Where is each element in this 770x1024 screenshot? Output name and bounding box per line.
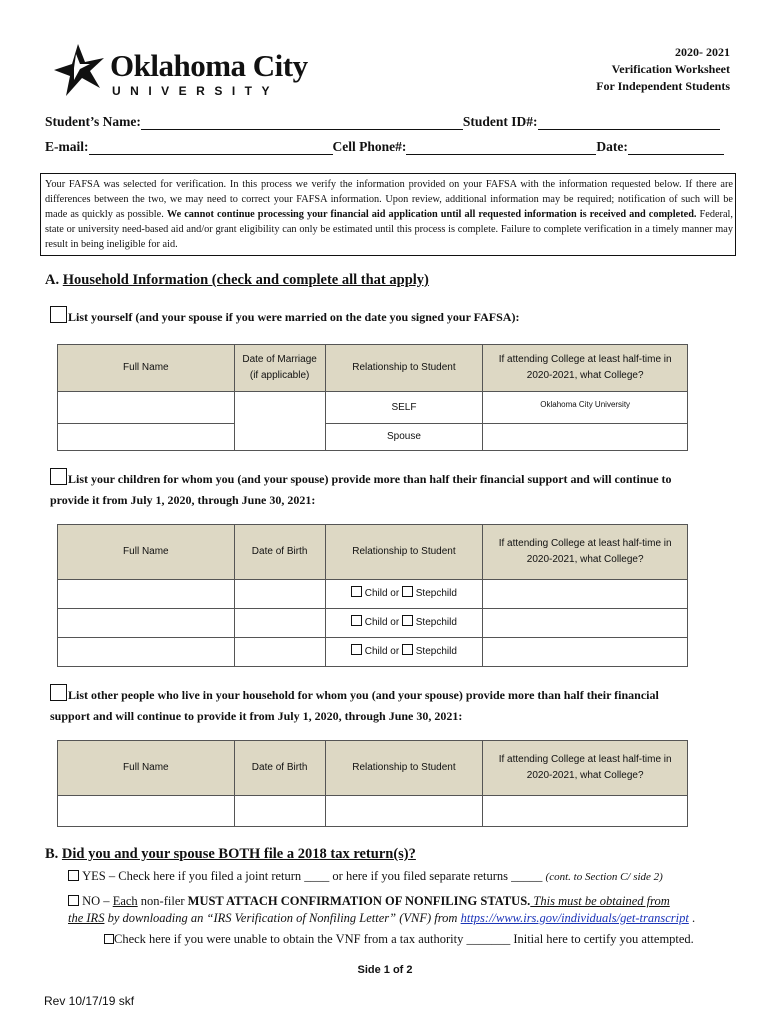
- col-date-of-birth: Date of Birth: [234, 741, 325, 796]
- table-header-row: [58, 525, 688, 580]
- name-cell[interactable]: [58, 638, 235, 667]
- college-cell[interactable]: [483, 424, 688, 451]
- question-list-yourself: [50, 306, 519, 328]
- revision-note: Rev 10/17/19 skf: [44, 994, 135, 1008]
- star-logo-icon: [50, 40, 110, 102]
- checkbox-child[interactable]: [351, 644, 362, 655]
- logo-name: Oklahoma City: [110, 48, 308, 83]
- table-header-row: [58, 741, 688, 796]
- table-header-row: [58, 345, 688, 392]
- dob-cell[interactable]: [234, 638, 325, 667]
- section-b-letter: B.: [45, 846, 62, 862]
- table-row: [58, 424, 688, 451]
- col-full-name: Full Name: [58, 345, 235, 392]
- header-title: Verification Worksheet: [611, 62, 730, 76]
- name-cell[interactable]: [58, 609, 235, 638]
- option-unable: [104, 932, 694, 947]
- yes-text: YES – Check here if you filed a joint return ____ or here if you filed separate returns _____: [82, 869, 546, 883]
- name-cell[interactable]: [58, 796, 235, 827]
- relationship-cell: Child or Stepchild: [325, 609, 483, 638]
- college-self-cell: Oklahoma City University: [483, 392, 688, 424]
- student-info-row: [45, 114, 720, 130]
- table-row: [58, 580, 688, 609]
- q2-text-line1: List your children for whom you (and your spouse) provide more than half their financial support and will continue to: [68, 472, 672, 486]
- header-subtitle: For Independent Students: [596, 79, 730, 93]
- logo-subtitle: UNIVERSITY: [112, 84, 280, 98]
- checkbox-child[interactable]: [351, 615, 362, 626]
- option-yes: [68, 869, 663, 884]
- checkbox-list-yourself[interactable]: [50, 306, 67, 323]
- dob-cell[interactable]: [234, 796, 325, 827]
- no-each: Each: [112, 894, 138, 908]
- checkbox-child[interactable]: [351, 586, 362, 597]
- relationship-spouse-cell: Spouse: [325, 424, 483, 451]
- notice-text-1: Your FAFSA was selected for verification. In this process we verify the information provided on your FAFSA with the information requested below. If there are differences between the two, we may need to correct your FAFSA information. Upon review, additional information may be required; notification of such will be made as quickly as possible.: [45, 179, 733, 220]
- col-college: If attending College at least half-time in 2020-2021, what College?: [483, 741, 688, 796]
- dob-cell[interactable]: [234, 609, 325, 638]
- col-date-of-marriage: Date of Marriage (if applicable): [234, 345, 325, 392]
- col-college: If attending College at least half-time in 2020-2021, what College?: [483, 345, 688, 392]
- col-college: If attending College at least half-time in 2020-2021, what College?: [483, 525, 688, 580]
- checkbox-stepchild[interactable]: [402, 586, 413, 597]
- no-bold: MUST ATTACH CONFIRMATION OF NONFILING STATUS.: [187, 894, 531, 908]
- name-cell[interactable]: [58, 580, 235, 609]
- contact-info-row: [45, 139, 724, 155]
- table-row: [58, 638, 688, 667]
- table-yourself: [57, 344, 688, 451]
- yes-note: (cont. to Section C/ side 2): [545, 871, 663, 883]
- college-cell[interactable]: [483, 638, 688, 667]
- table-others: [57, 740, 688, 827]
- checkbox-list-others[interactable]: [50, 684, 67, 701]
- cell-phone-field[interactable]: [406, 140, 596, 155]
- col-relationship: Relationship to Student: [325, 741, 483, 796]
- table-children: [57, 524, 688, 667]
- col-relationship: Relationship to Student: [325, 345, 483, 392]
- col-full-name: Full Name: [58, 525, 235, 580]
- section-a-title: Household Information (check and complete all that apply): [62, 272, 429, 288]
- relationship-cell: Child or Stepchild: [325, 638, 483, 667]
- email-field[interactable]: [89, 140, 333, 155]
- option-no: NO – Each non-filer MUST ATTACH CONFIRMATION OF NONFILING STATUS. This must be obtained from the IRS by downloading an “IRS Verification of Nonfiling Letter” (VNF) from https://www.irs.gov/individuals/get-transcript .: [68, 894, 696, 925]
- checkbox-stepchild[interactable]: [402, 644, 413, 655]
- checkbox-list-children[interactable]: [50, 468, 67, 485]
- college-cell[interactable]: [483, 580, 688, 609]
- name-cell[interactable]: [58, 392, 235, 424]
- student-id-field[interactable]: [538, 115, 720, 130]
- col-date-of-birth: Date of Birth: [234, 525, 325, 580]
- worksheet-header: [596, 44, 730, 95]
- table-row: [58, 609, 688, 638]
- checkbox-unable[interactable]: [104, 934, 114, 944]
- section-b-title: Did you and your spouse BOTH file a 2018 tax return(s)?: [61, 846, 416, 862]
- date-field[interactable]: [628, 140, 724, 155]
- unable-text: Check here if you were unable to obtain the VNF from a tax authority _______ Initial here to certify you attempted.: [114, 932, 694, 946]
- notice-text-2: Federal, state or university need-based aid and/or grant eligibility can only be estimated until this process is complete. Failure to complete verification in a timely manner may result in being ineligible for aid.: [45, 209, 733, 250]
- col-relationship: Relationship to Student: [325, 525, 483, 580]
- email-label: E-mail:: [45, 139, 89, 154]
- relationship-cell[interactable]: [325, 796, 483, 827]
- q3-text-line1: List other people who live in your household for whom you (and your spouse) provide more than half their financial: [68, 688, 659, 702]
- name-cell[interactable]: [58, 424, 235, 451]
- section-b-heading: [45, 846, 416, 863]
- dob-cell[interactable]: [234, 580, 325, 609]
- student-name-label: Student’s Name:: [45, 114, 141, 129]
- col-full-name: Full Name: [58, 741, 235, 796]
- verification-notice: [40, 173, 736, 256]
- q1-text: List yourself (and your spouse if you were married on the date you signed your FAFSA):: [68, 310, 520, 324]
- notice-bold-text: We cannot continue processing your financial aid application until all requested information is received and completed.: [166, 209, 697, 220]
- checkbox-stepchild[interactable]: [402, 615, 413, 626]
- relationship-self-cell: SELF: [325, 392, 483, 424]
- q2-text-line2: provide it from July 1, 2020, through June 30, 2021:: [50, 493, 316, 507]
- cell-phone-label: Cell Phone#:: [332, 139, 407, 154]
- college-cell[interactable]: [483, 796, 688, 827]
- question-list-children: [50, 468, 740, 511]
- student-name-field[interactable]: [141, 115, 463, 130]
- relationship-cell: Child or Stepchild: [325, 580, 483, 609]
- table-row: [58, 796, 688, 827]
- college-cell[interactable]: [483, 609, 688, 638]
- checkbox-no[interactable]: [68, 895, 79, 906]
- table-row: [58, 392, 688, 424]
- q3-text-line2: support and will continue to provide it from July 1, 2020, through June 30, 2021:: [50, 709, 463, 723]
- irs-transcript-link[interactable]: https://www.irs.gov/individuals/get-transcript: [460, 911, 689, 925]
- header-year: 2020- 2021: [675, 45, 730, 59]
- page-indicator: Side 1 of 2: [357, 964, 413, 976]
- checkbox-yes[interactable]: [68, 870, 79, 881]
- date-label: Date:: [596, 139, 628, 154]
- section-a-letter: A.: [45, 272, 63, 288]
- marriage-date-cell[interactable]: [234, 392, 325, 451]
- section-a-heading: [45, 272, 429, 289]
- student-id-label: Student ID#:: [462, 114, 538, 129]
- question-list-others: [50, 684, 740, 727]
